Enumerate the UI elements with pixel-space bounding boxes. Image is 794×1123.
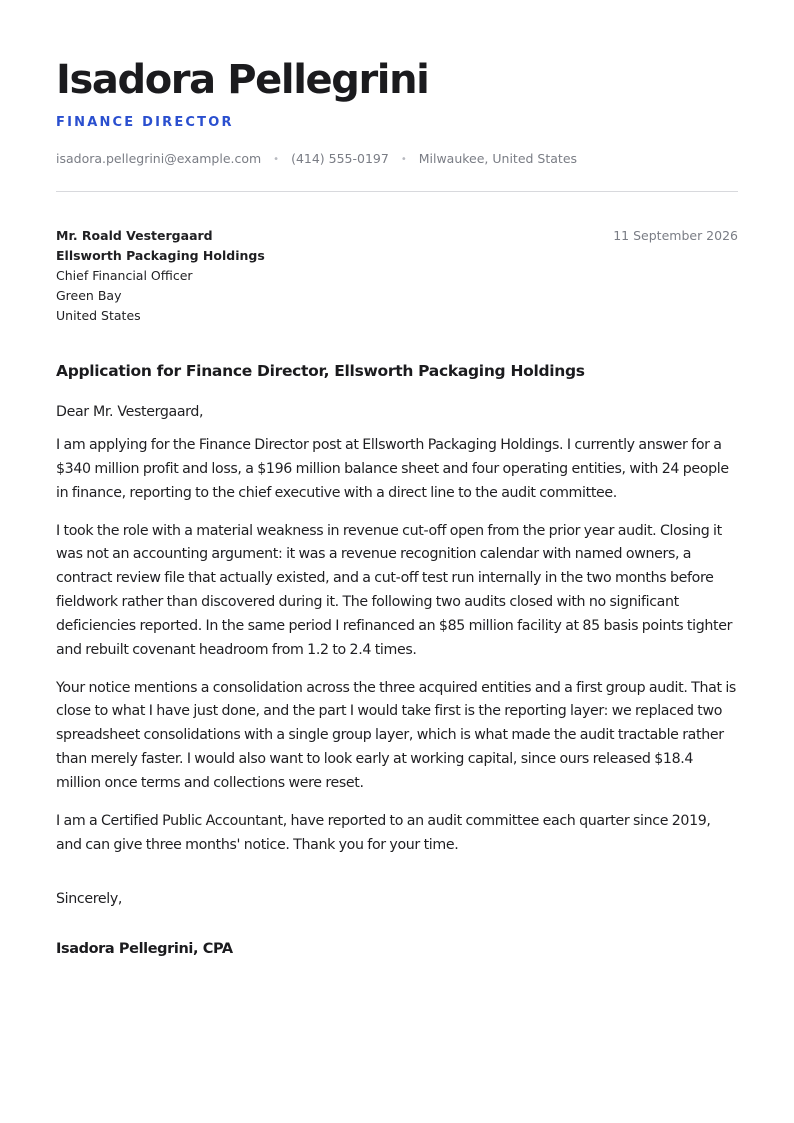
job-title: FINANCE DIRECTOR — [56, 115, 234, 130]
recipient-name: Mr. Roald Vestergaard — [56, 228, 213, 243]
contact-line — [56, 150, 738, 169]
recipient-role: Chief Financial Officer — [56, 268, 193, 283]
email-text: isadora.pellegrini@example.com — [56, 151, 262, 166]
signature-name: Isadora Pellegrini, CPA — [56, 941, 233, 958]
recipient-company: Ellsworth Packaging Holdings — [56, 248, 265, 263]
header-divider — [56, 191, 738, 192]
salutation: Dear Mr. Vestergaard, — [56, 404, 204, 420]
separator-dot: • — [273, 154, 280, 165]
recipient-country: United States — [56, 308, 141, 323]
address-block — [56, 226, 738, 322]
applicant-name: Isadora Pellegrini — [56, 57, 429, 103]
body-paragraph: I am applying for the Finance Director post at Ellsworth Packaging Holdings. I currently answer for a $340 million profit and loss, a $196 million balance sheet and four operating entities, with 24 people in finance, reporting to the chief executive with a direct line to the audit committee. — [56, 437, 729, 501]
closing: Sincerely, — [56, 891, 123, 908]
letter-subject: Application for Finance Director, Ellsworth Packaging Holdings — [56, 362, 585, 380]
phone-text: (414) 555-0197 — [291, 151, 389, 166]
body-paragraph: I took the role with a material weakness in revenue cut-off open from the prior year audit. Closing it was not an accounting argument: it was a revenue recognition calendar with named owners, a contract review file that actually existed, and a cut-off test run internally in the two months before fieldwork rather than discovered during it. The following two audits closed with no significant deficiencies reported. In the same period I refinanced an $85 million facility at 85 basis points tighter and rebuilt covenant headroom from 1.2 to 2.4 times. — [56, 522, 733, 658]
recipient-city: Green Bay — [56, 288, 122, 303]
body-paragraph: I am a Certified Public Accountant, have reported to an audit committee each quarter since 2019, and can give three months' notice. Thank you for your time. — [56, 812, 711, 853]
location-text: Milwaukee, United States — [418, 151, 578, 166]
body-paragraph: Your notice mentions a consolidation across the three acquired entities and a first group audit. That is close to what I have just done, and the part I would take first is the reporting layer: we replaced two spreadsheet consolidations with a single group layer, which is what made the audit tractable rather than merely faster. I would also want to look early at working capital, since ours released $18.4 million once terms and collections were reset. — [56, 679, 736, 791]
letter-date: 11 September 2026 — [613, 228, 738, 243]
separator-dot: • — [400, 154, 407, 165]
